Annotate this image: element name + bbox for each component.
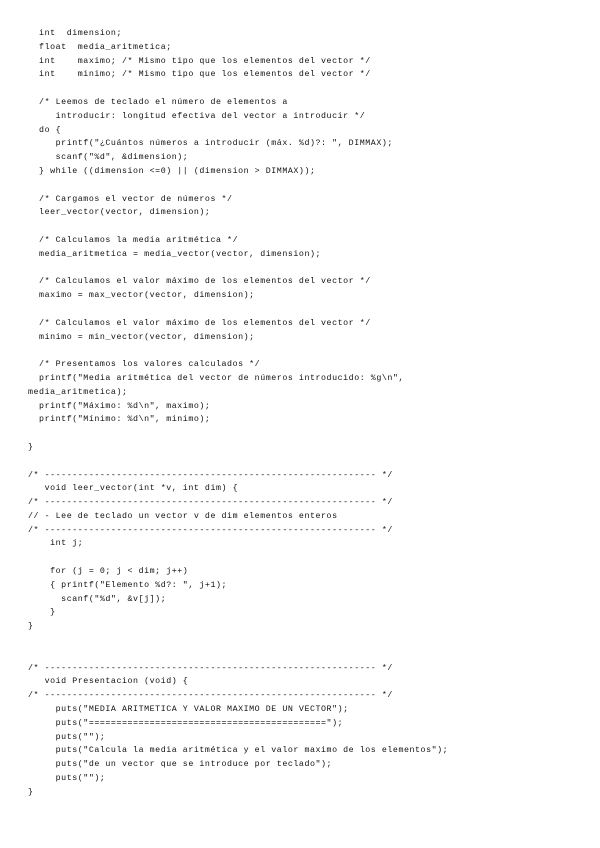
code-line: scanf("%d", &v[j]);	[28, 594, 167, 604]
code-line	[28, 344, 448, 358]
code-line: minimo = min_vector(vector, dimension);	[28, 332, 255, 342]
code-line: puts("Calcula la media aritmética y el valor maximo de los elementos");	[28, 746, 449, 756]
code-line: for (j = 0; j < dim; j++)	[28, 567, 189, 577]
source-code-listing	[28, 27, 448, 800]
code-line: printf("¿Cuántos números a introducir (máx. %d)?: ", DIMMAX);	[28, 139, 393, 149]
code-line	[28, 455, 448, 469]
code-line: maximo = max_vector(vector, dimension);	[28, 291, 255, 301]
code-line: /* Calculamos el valor máximo de los elementos del vector */	[28, 277, 371, 287]
code-line	[28, 551, 448, 565]
code-line: printf("Máximo: %d\n", maximo);	[28, 401, 211, 411]
code-line: media_aritmetica);	[28, 387, 128, 397]
code-line: introducir: longitud efectiva del vector a introducir */	[28, 111, 366, 121]
code-line: /* ------------------------------------------------------------ */	[28, 498, 393, 508]
code-line: scanf("%d", &dimension);	[28, 153, 189, 163]
code-line: printf("Media aritmética del vector de números introducido: %g\n",	[28, 373, 404, 383]
code-line: puts("===========================================");	[28, 718, 344, 728]
code-line: /* ------------------------------------------------------------ */	[28, 525, 393, 535]
code-line: do {	[28, 125, 62, 135]
code-line: { printf("Elemento %d?: ", j+1);	[28, 580, 228, 590]
code-line: puts("MEDIA ARITMETICA Y VALOR MAXIMO DE UN VECTOR");	[28, 705, 349, 715]
code-line: /* ------------------------------------------------------------ */	[28, 663, 393, 673]
code-line: /* ------------------------------------------------------------ */	[28, 470, 393, 480]
code-line: /* Calculamos el valor máximo de los elementos del vector */	[28, 318, 371, 328]
code-line: // - Lee de teclado un vector v de dim elementos enteros	[28, 511, 338, 521]
code-line	[28, 634, 448, 648]
code-line: void leer_vector(int *v, int dim) {	[28, 484, 239, 494]
code-line: int dimension;	[28, 29, 122, 38]
code-line	[28, 220, 448, 234]
code-line: }	[28, 787, 34, 797]
code-line	[28, 648, 448, 662]
code-line: puts("");	[28, 732, 106, 742]
code-line: int j;	[28, 539, 84, 549]
code-line	[28, 179, 448, 193]
code-line: void Presentacion (void) {	[28, 677, 189, 687]
code-line	[28, 427, 448, 441]
code-line: /* Presentamos los valores calculados */	[28, 360, 261, 370]
code-line: /* Cargamos el vector de números */	[28, 194, 233, 204]
code-line	[28, 303, 448, 317]
code-line: int maximo; /* Mismo tipo que los elementos del vector */	[28, 56, 371, 66]
code-line: leer_vector(vector, dimension);	[28, 208, 211, 218]
code-line: puts("");	[28, 774, 106, 784]
code-line: puts("de un vector que se introduce por teclado");	[28, 760, 333, 770]
code-line: media_aritmetica = media_vector(vector, dimension);	[28, 249, 322, 259]
code-line: printf("Mínimo: %d\n", minimo);	[28, 415, 211, 425]
code-line	[28, 82, 448, 96]
code-line: /* ------------------------------------------------------------ */	[28, 691, 393, 701]
code-line: } while ((dimension <=0) || (dimension > DIMMAX));	[28, 166, 316, 176]
code-line: }	[28, 608, 56, 618]
code-line: /* Leemos de teclado el número de elementos a	[28, 97, 288, 107]
code-line: float media_aritmetica;	[28, 42, 172, 52]
code-line: }	[28, 442, 34, 452]
code-line: int minimo; /* Mismo tipo que los elementos del vector */	[28, 70, 371, 80]
code-line	[28, 262, 448, 276]
code-line: }	[28, 622, 34, 632]
code-line: /* Calculamos la media aritmética */	[28, 235, 239, 245]
